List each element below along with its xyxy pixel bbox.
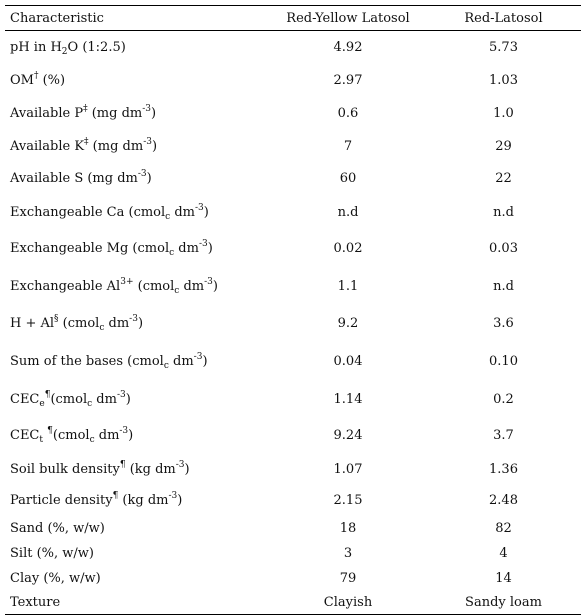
- red-latosol-value: 14: [495, 570, 512, 586]
- header-characteristic: Characteristic: [5, 6, 270, 31]
- red-yellow-latosol-value: 60: [339, 171, 357, 186]
- superscript: -3: [193, 352, 203, 362]
- superscript: ‡: [83, 104, 88, 114]
- header-red-latosol: Red-Latosol: [426, 6, 581, 31]
- superscript: ¶: [44, 389, 51, 400]
- label-text: (kg dm: [125, 462, 176, 477]
- characteristic-cell: [5, 31, 270, 64]
- label-text: dm: [168, 354, 194, 369]
- red-yellow-latosol-value: 79: [339, 570, 357, 586]
- characteristic-cell: [5, 195, 270, 230]
- label-text: Available K: [10, 139, 85, 154]
- table-row: [5, 163, 581, 195]
- red-latosol-value: 82: [495, 520, 512, 536]
- red-yellow-latosol-value: n.d: [337, 204, 359, 220]
- superscript: §: [54, 314, 59, 324]
- label-text: (cmol: [58, 316, 100, 331]
- soil-characteristics-document: [5, 5, 581, 615]
- red-latosol-value: n.d: [493, 204, 514, 220]
- superscript: ‡: [84, 137, 89, 147]
- label-text: dm: [170, 204, 195, 220]
- superscript: †: [33, 70, 39, 81]
- label-text: dm: [92, 391, 117, 407]
- red-yellow-latosol-value: 0.04: [333, 354, 363, 369]
- red-latosol-value: 2.48: [489, 493, 518, 508]
- label-text: Sum of the bases (cmol: [10, 354, 164, 369]
- red-latosol-value: n.d: [493, 278, 514, 294]
- table-row: [5, 64, 581, 97]
- characteristic-cell: [5, 230, 270, 268]
- red-latosol-value: 3.6: [493, 316, 514, 331]
- red-latosol-value: 0.03: [489, 241, 518, 256]
- label-text: (%): [38, 72, 66, 88]
- characteristic-cell: [5, 131, 270, 163]
- label-text: ): [212, 278, 218, 294]
- red-latosol-value: 0.10: [489, 354, 518, 369]
- subscript: c: [163, 361, 169, 371]
- label-text: ): [151, 139, 158, 154]
- characteristic-cell: [5, 541, 270, 566]
- label-text: ): [202, 354, 208, 369]
- characteristic-cell: [5, 343, 270, 381]
- subscript: c: [165, 211, 171, 222]
- red-yellow-latosol-value: 0.02: [333, 241, 363, 256]
- red-latosol-value: 29: [495, 139, 512, 154]
- superscript: -3: [119, 426, 129, 436]
- label-text: Particle density: [10, 493, 113, 508]
- superscript: -3: [204, 276, 213, 287]
- label-text: pH in H: [10, 39, 62, 55]
- label-text: Soil bulk density: [10, 462, 120, 477]
- red-yellow-latosol-value: 3: [343, 545, 353, 561]
- table-row: [5, 343, 581, 381]
- label-text: (kg dm: [118, 493, 169, 508]
- subscript: c: [87, 398, 93, 409]
- red-latosol-value: 1.03: [489, 72, 518, 88]
- table-row: [5, 566, 581, 591]
- superscript: -3: [195, 202, 204, 213]
- label-text: ): [184, 462, 190, 477]
- label-text: (mg dm: [87, 106, 143, 121]
- label-text: ): [207, 241, 213, 256]
- table-row: [5, 454, 581, 486]
- label-text: ): [125, 391, 131, 407]
- characteristic-cell: [5, 163, 270, 195]
- characteristic-cell: [5, 591, 270, 615]
- table-row: [5, 131, 581, 163]
- characteristic-cell: [5, 566, 270, 591]
- label-text: H + Al: [10, 316, 55, 331]
- red-yellow-latosol-value: 9.2: [337, 316, 359, 331]
- subscript: e: [39, 398, 45, 409]
- superscript: -3: [116, 389, 126, 400]
- table-row: [5, 381, 581, 418]
- label-text: dm: [94, 428, 120, 443]
- superscript: ¶: [119, 460, 126, 470]
- characteristic-cell: [5, 381, 270, 418]
- label-text: Available S (mg dm: [10, 171, 138, 186]
- red-yellow-latosol-value: 18: [339, 520, 357, 536]
- red-latosol-value: 4: [499, 545, 508, 561]
- red-yellow-latosol-value: 0.6: [337, 106, 359, 121]
- red-latosol-value: 22: [495, 171, 512, 186]
- red-latosol-value: 0.2: [493, 391, 514, 407]
- characteristic-cell: [5, 454, 270, 486]
- characteristic-cell: [5, 418, 270, 454]
- label-text: (cmol: [133, 278, 175, 294]
- label-text: ): [146, 171, 152, 186]
- subscript: c: [174, 285, 180, 296]
- label-text: ): [177, 493, 183, 508]
- table-row: [5, 230, 581, 268]
- superscript: -3: [175, 460, 185, 470]
- soil-characteristics-table: [5, 5, 581, 615]
- red-yellow-latosol-value: 1.07: [333, 462, 363, 477]
- subscript: 2: [61, 46, 68, 57]
- label-text: (mg dm: [88, 139, 144, 154]
- label-text: dm: [174, 241, 199, 256]
- table-header-row: [5, 6, 581, 31]
- table-row: [5, 591, 581, 615]
- label-text: OM: [10, 72, 34, 88]
- red-latosol-value: 5.73: [489, 39, 518, 55]
- red-yellow-latosol-value: 1.1: [337, 278, 359, 294]
- header-red-yellow-latosol: Red-Yellow Latosol: [270, 6, 426, 31]
- subscript: t: [39, 435, 44, 445]
- table-row: [5, 195, 581, 230]
- characteristic-cell: [5, 516, 270, 541]
- characteristic-cell: [5, 305, 270, 343]
- superscript: -3: [137, 169, 147, 179]
- superscript: -3: [142, 104, 151, 114]
- table-row: [5, 97, 581, 131]
- label-text: CEC: [10, 391, 40, 407]
- label-text: ): [128, 428, 134, 443]
- red-yellow-latosol-value: 7: [343, 139, 353, 154]
- superscript: ¶: [112, 491, 119, 501]
- red-yellow-latosol-value: 1.14: [333, 391, 363, 407]
- superscript: ¶: [47, 426, 53, 436]
- label-text: O (1:2.5): [67, 39, 126, 55]
- red-yellow-latosol-value: 4.92: [333, 39, 363, 55]
- table-row: [5, 268, 581, 305]
- label-text: (cmol: [52, 428, 90, 443]
- label-text: Silt (%, w/w): [10, 545, 94, 561]
- table-row: [5, 486, 581, 516]
- red-latosol-value: 1.0: [493, 106, 514, 121]
- label-text: ): [137, 316, 144, 331]
- label-text: Clay (%, w/w): [10, 570, 101, 586]
- table-body: [5, 31, 581, 615]
- red-yellow-latosol-value: 9.24: [333, 428, 363, 443]
- characteristic-cell: [5, 486, 270, 516]
- superscript: -3: [143, 137, 152, 147]
- label-text: Available P: [10, 106, 84, 121]
- table-row: [5, 541, 581, 566]
- superscript: -3: [168, 491, 178, 501]
- red-latosol-value: 1.36: [489, 462, 518, 477]
- subscript: c: [99, 323, 105, 333]
- label-text: Exchangeable Al: [10, 278, 121, 294]
- label-text: Exchangeable Ca (cmol: [10, 204, 166, 220]
- red-latosol-value: 3.7: [493, 428, 514, 443]
- subscript: c: [89, 435, 95, 445]
- table-row: [5, 305, 581, 343]
- superscript: 3+: [120, 276, 134, 287]
- table-row: [5, 31, 581, 64]
- characteristic-cell: [5, 268, 270, 305]
- table-row: [5, 516, 581, 541]
- label-text: Texture: [10, 594, 61, 610]
- superscript: -3: [129, 314, 138, 324]
- subscript: c: [169, 248, 175, 258]
- label-text: ): [151, 106, 157, 121]
- label-text: CEC: [10, 428, 40, 443]
- superscript: -3: [198, 239, 208, 249]
- red-yellow-latosol-value: 2.15: [333, 493, 363, 508]
- red-yellow-latosol-value: Clayish: [270, 591, 426, 615]
- characteristic-cell: [5, 64, 270, 97]
- label-text: dm: [104, 316, 130, 331]
- table-row: [5, 418, 581, 454]
- label-text: Sand (%, w/w): [10, 520, 105, 536]
- label-text: Exchangeable Mg (cmol: [10, 241, 170, 256]
- label-text: dm: [179, 278, 205, 294]
- label-text: (cmol: [50, 391, 88, 407]
- red-yellow-latosol-value: 2.97: [333, 72, 363, 88]
- characteristic-cell: [5, 97, 270, 131]
- red-latosol-value: Sandy loam: [426, 591, 581, 615]
- label-text: ): [203, 204, 209, 220]
